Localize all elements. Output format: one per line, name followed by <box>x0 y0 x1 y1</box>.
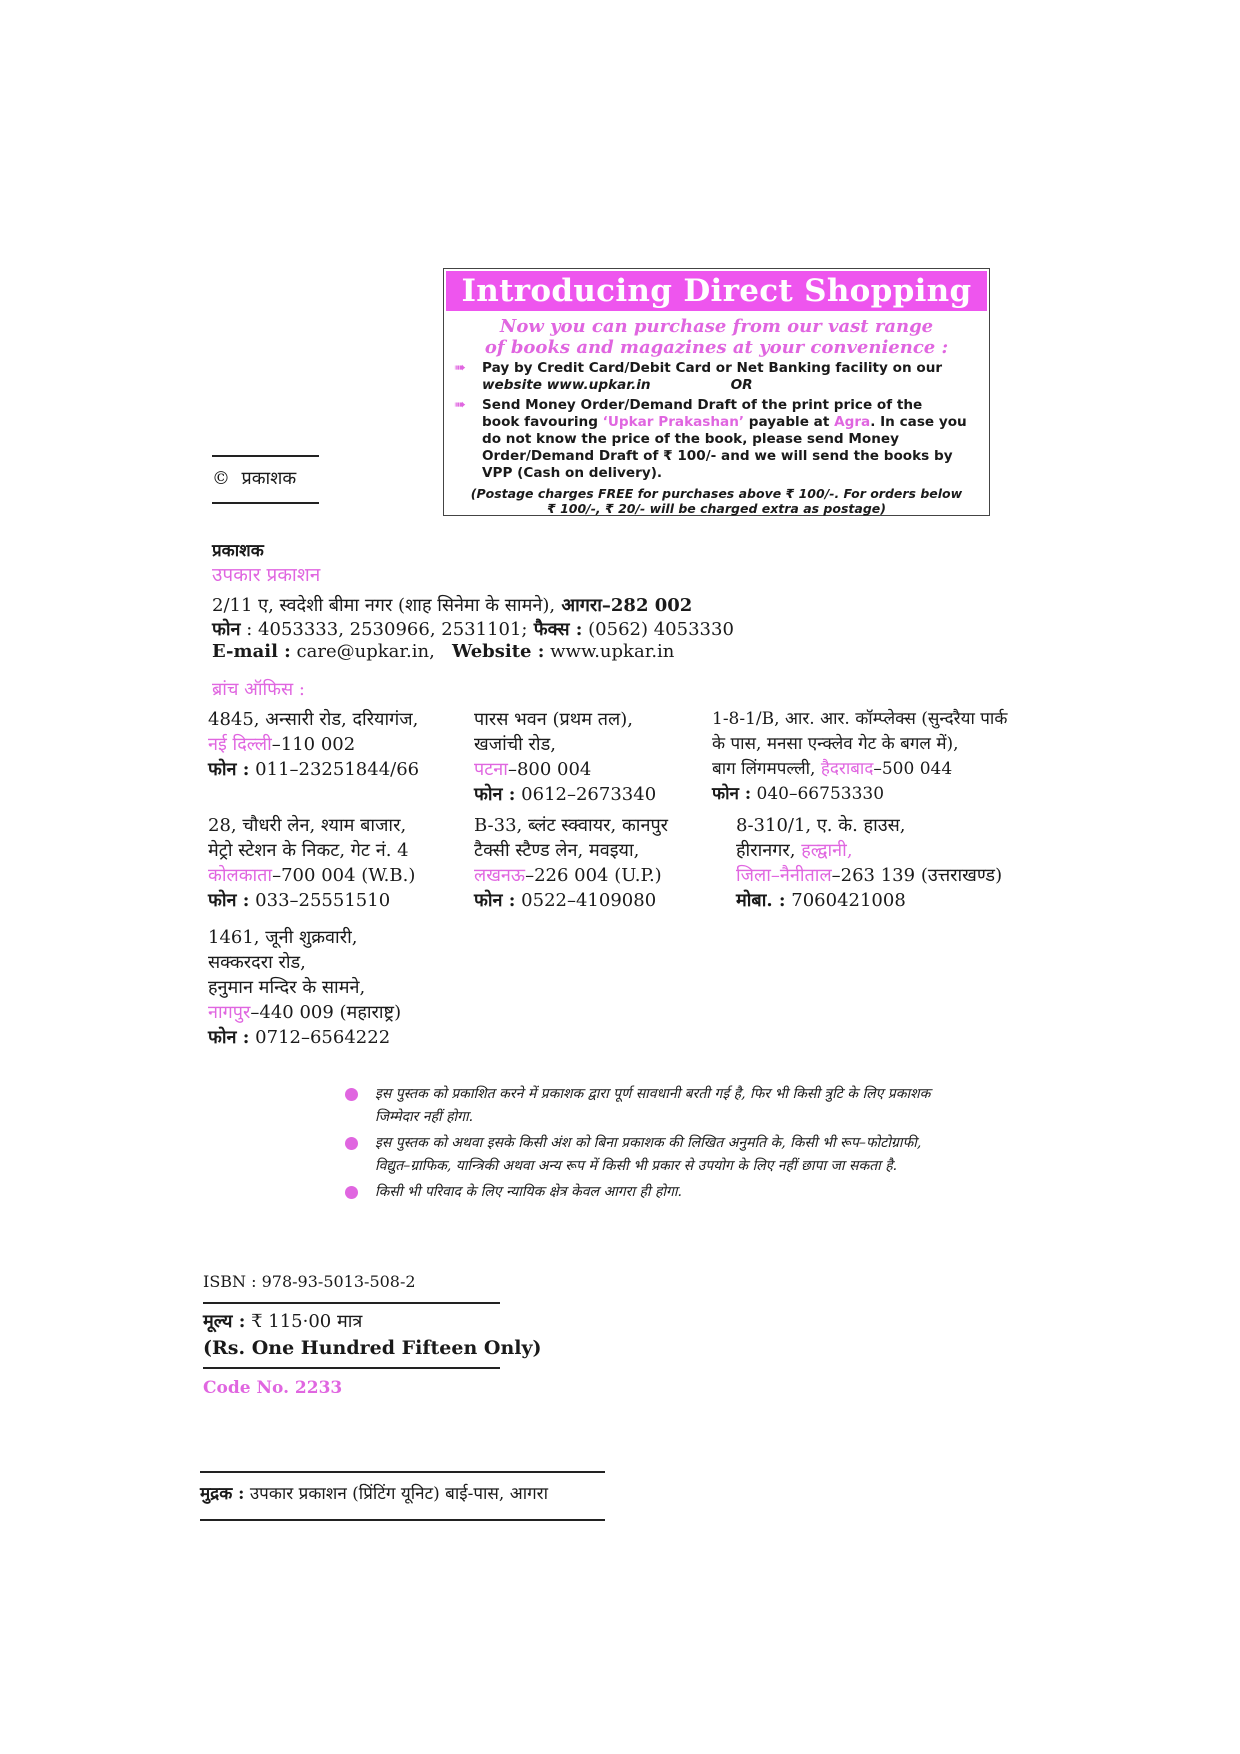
disclaimer-notes <box>345 1083 945 1207</box>
printer-line <box>200 1483 548 1505</box>
ad-or: OR <box>730 377 753 393</box>
branch-hyderabad <box>712 707 1007 807</box>
note-item <box>345 1181 945 1204</box>
branch-city-line <box>208 732 419 757</box>
divider <box>200 1519 605 1521</box>
branch-line: पारस भवन (प्रथम तल), <box>474 709 633 730</box>
branch-line: टैक्सी स्टैण्ड लेन, मवइया, <box>474 840 640 861</box>
divider <box>203 1367 500 1369</box>
branch-phone-line <box>208 1025 401 1050</box>
phone-value: 011–23251844/66 <box>249 759 420 780</box>
branch-pin: –500 044 <box>873 759 953 779</box>
branch-city: नागपुर <box>208 1002 251 1023</box>
phone-label: फोन : <box>208 759 250 780</box>
branch-line: बाग लिंगमपल्ली, <box>712 759 821 779</box>
bullet-dot-icon <box>345 1088 358 1101</box>
branch-city-line <box>736 863 1002 888</box>
branch-patna <box>474 707 656 807</box>
note-text: इस पुस्तक को अथवा इसके किसी अंश को बिना प्रकाशक की लिखित अनुमति के, किसी भी रूप–फोटोग्राफी, विद्युत–ग्राफिक, यान्त्रिकी अथवा अन्य रूप में किसी भी प्रकार से उपयोग के लिए नहीं छापा जा सकता है. <box>375 1135 922 1174</box>
branch-nagpur <box>208 925 401 1050</box>
direct-shopping-ad <box>443 268 990 516</box>
branch-line: खजांची रोड, <box>474 734 556 755</box>
copyright-icon: © <box>212 468 230 489</box>
ad-note-line1: (Postage charges FREE for purchases above ₹ 100/-. For orders below <box>470 486 963 501</box>
branch-phone-line <box>474 782 656 807</box>
bullet-dot-icon <box>345 1186 358 1199</box>
ad-postage-note <box>444 486 989 516</box>
note-text: इस पुस्तक को प्रकाशित करने में प्रकाशक द्वारा पूर्ण सावधानी बरती गई है, फिर भी किसी त्रुटि के लिए प्रकाशक जिम्मेदार नहीं होगा. <box>375 1086 931 1125</box>
phone-value: 0612–2673340 <box>515 784 657 805</box>
note-text: किसी भी परिवाद के लिए न्यायिक क्षेत्र केवल आगरा ही होगा. <box>375 1184 682 1200</box>
publisher-name: उपकार प्रकाशन <box>212 564 321 586</box>
address-text: 2/11 ए, स्वदेशी बीमा नगर (शाह सिनेमा के सामने), <box>212 595 556 616</box>
branch-city-line <box>474 863 668 888</box>
fax-label: फैक्स : <box>527 619 583 640</box>
publisher-contact <box>212 641 674 663</box>
branch-line: मेट्रो स्टेशन के निकट, गेट नं. 4 <box>208 840 409 861</box>
ad-bullet2-line4: Order/Demand Draft of ₹ 100/- and we will send the books by <box>482 448 953 464</box>
branch-line: 1461, जूनी शुक्रवारी, <box>208 927 358 948</box>
ad-bullet2-line2 <box>482 414 979 431</box>
branch-pin: –263 139 (उत्तराखण्ड) <box>831 865 1003 886</box>
branch-phone-line <box>208 757 419 782</box>
price-value: ₹ 115·00 मात्र <box>245 1311 363 1332</box>
phone-value: 7060421008 <box>785 890 906 911</box>
publisher-phone <box>212 619 734 641</box>
phone-label: फोन : <box>474 784 516 805</box>
ad-subtitle <box>444 316 989 358</box>
phone-value: : 4053333, 2530966, 2531101; <box>240 619 528 640</box>
printer-value: उपकार प्रकाशन (प्रिंटिंग यूनिट) बाई-पास, आगरा <box>244 1484 548 1504</box>
branch-city-line <box>208 863 415 888</box>
ad-title: Introducing Direct Shopping <box>446 271 987 311</box>
branch-phone-line <box>736 888 1002 913</box>
note-item <box>345 1083 945 1129</box>
publisher-address <box>212 595 692 617</box>
branch-line: B-33, ब्लंट स्क्वायर, कानपुर <box>474 815 669 836</box>
phone-value: 0712–6564222 <box>249 1027 391 1048</box>
price-label: मूल्य : <box>203 1311 246 1332</box>
copyright-label: प्रकाशक <box>241 468 297 489</box>
branch-city-line <box>474 757 656 782</box>
branch-lucknow <box>474 813 668 913</box>
branch-city: नई दिल्ली <box>208 734 272 755</box>
website-label: Website : <box>451 641 545 662</box>
branch-line <box>736 838 1002 863</box>
branch-city-line <box>208 1000 401 1025</box>
divider <box>212 502 319 504</box>
ad-website[interactable]: website www.upkar.in <box>482 377 651 393</box>
phone-label: फोन : <box>712 784 752 804</box>
isbn: ISBN : 978-93-5013-508-2 <box>203 1272 416 1291</box>
phone-label: फोन <box>212 619 241 640</box>
phone-label: फोन : <box>474 890 516 911</box>
ad-bullet-online <box>444 360 989 394</box>
branch-line: 1-8-1/B, आर. आर. कॉम्प्लेक्स (सुन्दरैया पार्क <box>712 709 1008 729</box>
branch-pin: –800 004 <box>507 759 592 780</box>
ad-bullet2-line3: do not know the price of the book, please send Money <box>482 431 899 447</box>
fax-value: (0562) 4053330 <box>582 619 734 640</box>
phone-value: 0522–4109080 <box>515 890 657 911</box>
divider <box>203 1302 500 1304</box>
publisher-heading: प्रकाशक <box>212 541 264 561</box>
ad-bullet1-line2 <box>482 377 979 394</box>
branch-haldwani <box>736 813 1002 913</box>
branch-kolkata <box>208 813 415 913</box>
branch-city: पटना <box>474 759 508 780</box>
ad-upkar-prakashan: ‘Upkar Prakashan’ <box>602 414 745 430</box>
ad-subtitle-line1: Now you can purchase from our vast range <box>499 316 934 337</box>
email-link[interactable]: care@upkar.in, <box>290 641 435 662</box>
bullet-dot-icon <box>345 1137 358 1150</box>
branch-pin: –226 004 (U.P.) <box>525 865 662 886</box>
branch-delhi <box>208 707 419 782</box>
branch-line: 4845, अन्सारी रोड, दरियागंज, <box>208 709 419 730</box>
branch-city-line <box>712 757 1007 782</box>
note-item <box>345 1132 945 1178</box>
divider <box>212 455 319 457</box>
branch-heading: ब्रांच ऑफिस : <box>212 679 305 700</box>
email-label: E-mail : <box>212 641 291 662</box>
ad-agra: Agra <box>834 414 871 430</box>
copyright-line <box>212 468 296 490</box>
phone-label: फोन : <box>208 890 250 911</box>
ad-text: . In case you <box>870 414 967 430</box>
branch-phone-line <box>712 782 1007 807</box>
ad-subtitle-line2: of books and magazines at your convenience : <box>484 337 949 358</box>
branch-line: सक्करदरा रोड, <box>208 952 306 973</box>
branch-line: के पास, मनसा एन्क्लेव गेट के बगल में), <box>712 734 959 754</box>
phone-value: 040–66753330 <box>751 784 885 804</box>
printer-label: मुद्रक : <box>200 1484 245 1504</box>
price-line <box>203 1311 362 1333</box>
branch-line: 28, चौधरी लेन, श्याम बाजार, <box>208 815 407 836</box>
branch-city: लखनऊ <box>474 865 526 886</box>
ad-note-line2: ₹ 100/-, ₹ 20/- will be charged extra as postage) <box>547 501 886 516</box>
ad-bullet-money-order <box>444 397 989 482</box>
ad-text: book favouring <box>482 414 603 430</box>
branch-city: हल्द्वानी, <box>801 840 853 861</box>
branch-city: कोलकाता <box>208 865 273 886</box>
ad-bullet2-line5: VPP (Cash on delivery). <box>482 465 663 481</box>
branch-line: हनुमान मन्दिर के सामने, <box>208 977 366 998</box>
branch-phone-line <box>208 888 415 913</box>
ad-text: payable at <box>744 414 835 430</box>
branch-district: जिला–नैनीताल <box>736 865 832 886</box>
branch-city: हैदराबाद <box>820 759 874 779</box>
address-city: आगरा–282 002 <box>555 595 693 616</box>
arrow-icon: ➠ <box>454 397 466 413</box>
code-number: Code No. 2233 <box>203 1378 343 1398</box>
branch-pin: –440 009 (महाराष्ट्र) <box>250 1002 402 1023</box>
branch-phone-line <box>474 888 668 913</box>
divider <box>200 1471 605 1473</box>
price-words: (Rs. One Hundred Fifteen Only) <box>203 1337 542 1359</box>
phone-label: फोन : <box>208 1027 250 1048</box>
branch-pin: –700 004 (W.B.) <box>272 865 416 886</box>
arrow-icon: ➠ <box>454 360 466 376</box>
branch-line: 8-310/1, ए. के. हाउस, <box>736 815 906 836</box>
website-link[interactable]: www.upkar.in <box>544 641 675 662</box>
branch-line-text: हीरानगर, <box>736 840 802 861</box>
branch-pin: –110 002 <box>271 734 356 755</box>
phone-value: 033–25551510 <box>249 890 391 911</box>
mobile-label: मोबा. : <box>736 890 786 911</box>
ad-bullet2-line1: Send Money Order/Demand Draft of the print price of the <box>482 397 923 413</box>
ad-bullet1-line1: Pay by Credit Card/Debit Card or Net Banking facility on our <box>482 360 943 376</box>
